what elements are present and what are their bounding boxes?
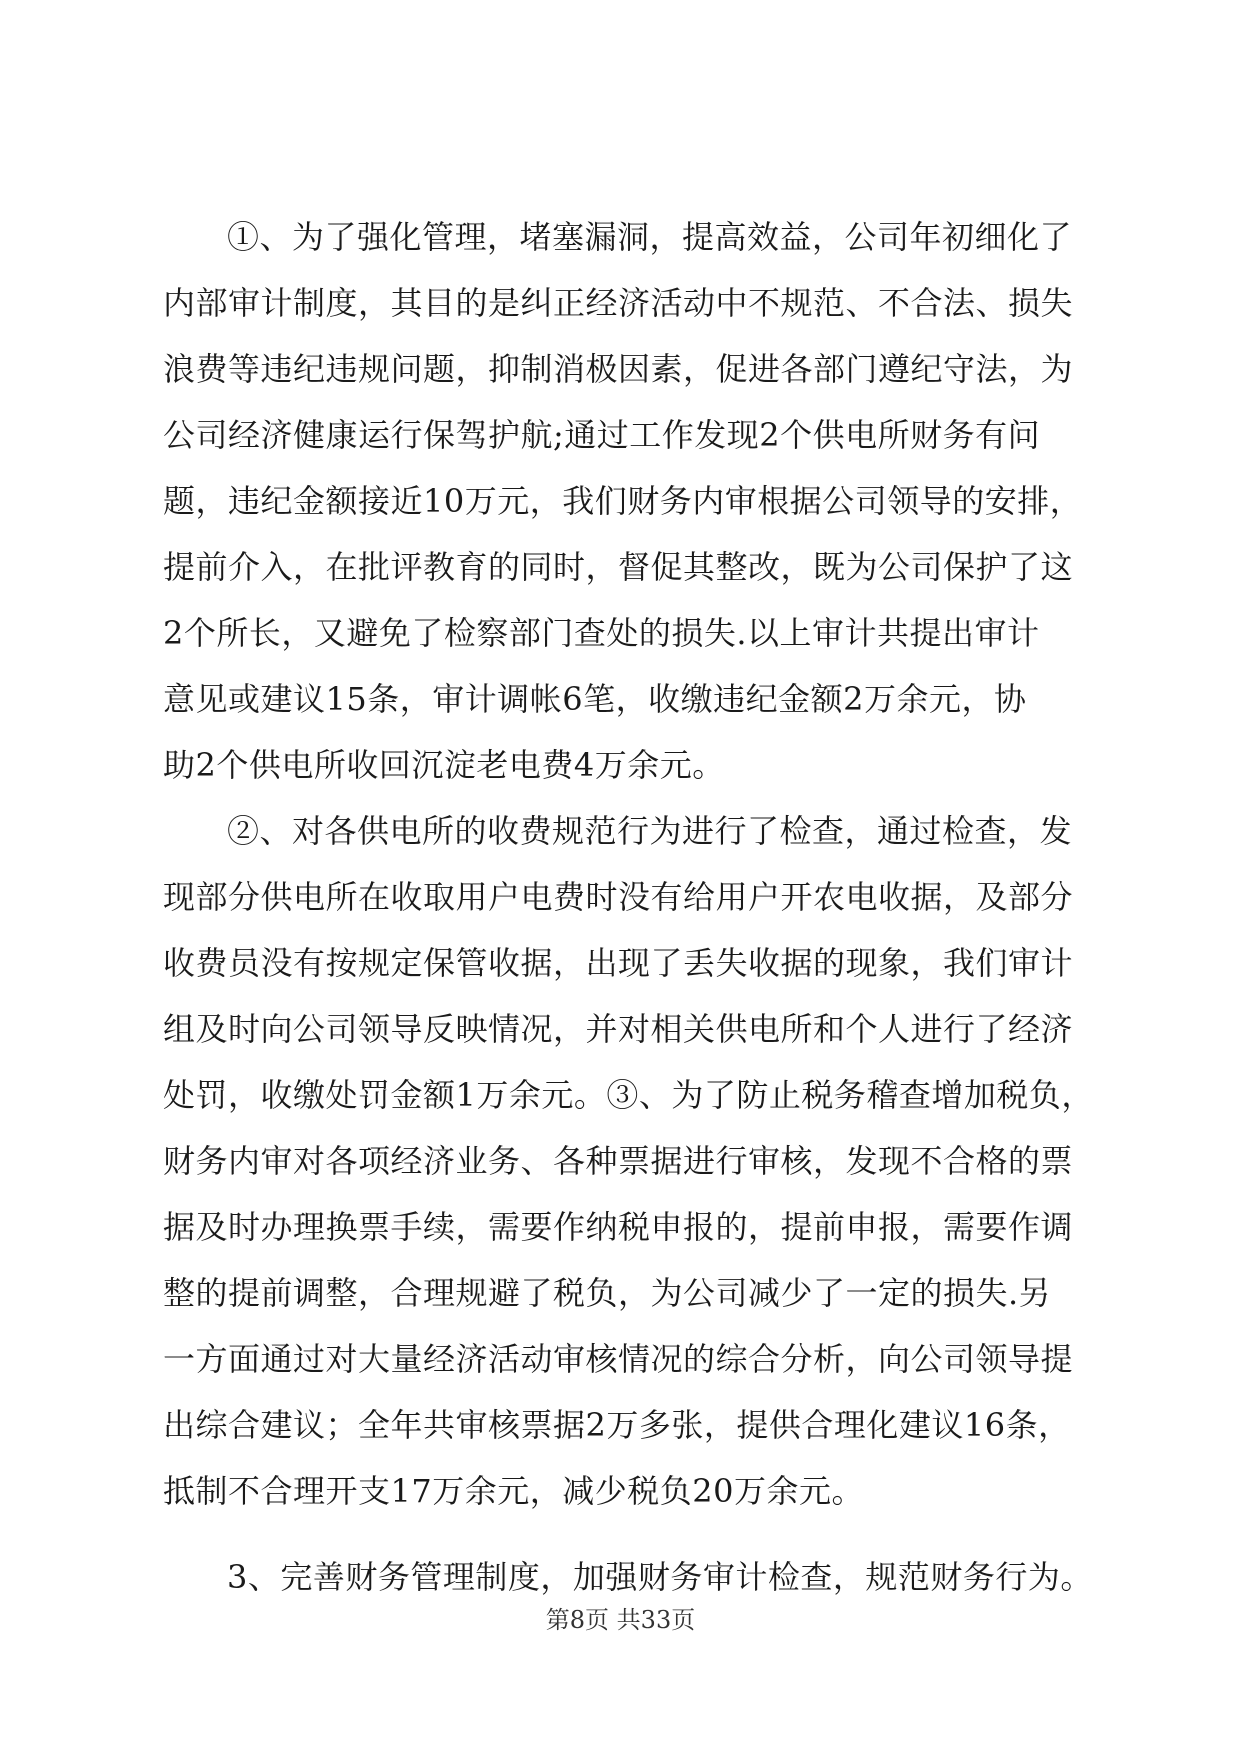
paragraph-2-line-8: 整的提前调整，合理规避了税负，为公司减少了一定的损失.另 [163, 1274, 1052, 1312]
section-heading: 3、完善财务管理制度，加强财务审计检查，规范财务行为。 [227, 1558, 1093, 1596]
paragraph-2-line-9: 一方面通过对大量经济活动审核情况的综合分析，向公司领导提 [163, 1340, 1074, 1378]
paragraph-1-line-9: 助2个供电所收回沉淀老电费4万余元。 [163, 746, 725, 784]
paragraph-1-line-2: 内部审计制度，其目的是纠正经济活动中不规范、不合法、损失 [163, 284, 1074, 322]
paragraph-1-line-6: 提前介入，在批评教育的同时，督促其整改，既为公司保护了这 [163, 548, 1074, 586]
paragraph-1-line-5: 题，违纪金额接近10万元，我们财务内审根据公司领导的安排， [163, 482, 1083, 520]
paragraph-2-line-10: 出综合建议；全年共审核票据2万多张，提供合理化建议16条， [163, 1406, 1071, 1444]
paragraph-2-line-3: 收费员没有按规定保管收据，出现了丢失收据的现象，我们审计 [163, 944, 1074, 982]
paragraph-1-line-1: ①、为了强化管理，堵塞漏洞，提高效益，公司年初细化了 [227, 218, 1073, 256]
paragraph-2-line-2: 现部分供电所在收取用户电费时没有给用户开农电收据，及部分 [163, 878, 1074, 916]
paragraph-2-line-1: ②、对各供电所的收费规范行为进行了检查，通过检查，发 [227, 812, 1073, 850]
document-body [163, 204, 1094, 1610]
paragraph-2-line-5: 处罚，收缴处罚金额1万余元。③、为了防止税务稽查增加税负， [163, 1076, 1094, 1114]
paragraph-2-line-7: 据及时办理换票手续，需要作纳税申报的，提前申报，需要作调 [163, 1208, 1074, 1246]
paragraph-2-line-11: 抵制不合理开支17万余元，减少税负20万余元。 [163, 1472, 864, 1510]
paragraph-2-line-4: 组及时向公司领导反映情况，并对相关供电所和个人进行了经济 [163, 1010, 1074, 1048]
page-number: 第8页 共33页 [545, 1606, 696, 1634]
paragraph-1-line-3: 浪费等违纪违规问题，抑制消极因素，促进各部门遵纪守法，为 [163, 350, 1074, 388]
paragraph-1-line-4: 公司经济健康运行保驾护航;通过工作发现2个供电所财务有问 [163, 416, 1041, 454]
paragraph-1-line-8: 意见或建议15条，审计调帐6笔，收缴违纪金额2万余元，协 [163, 680, 1027, 718]
paragraph-1-line-7: 2个所长，又避免了检察部门查处的损失.以上审计共提出审计 [163, 614, 1040, 652]
paragraph-2-line-6: 财务内审对各项经济业务、各种票据进行审核，发现不合格的票 [163, 1142, 1074, 1180]
